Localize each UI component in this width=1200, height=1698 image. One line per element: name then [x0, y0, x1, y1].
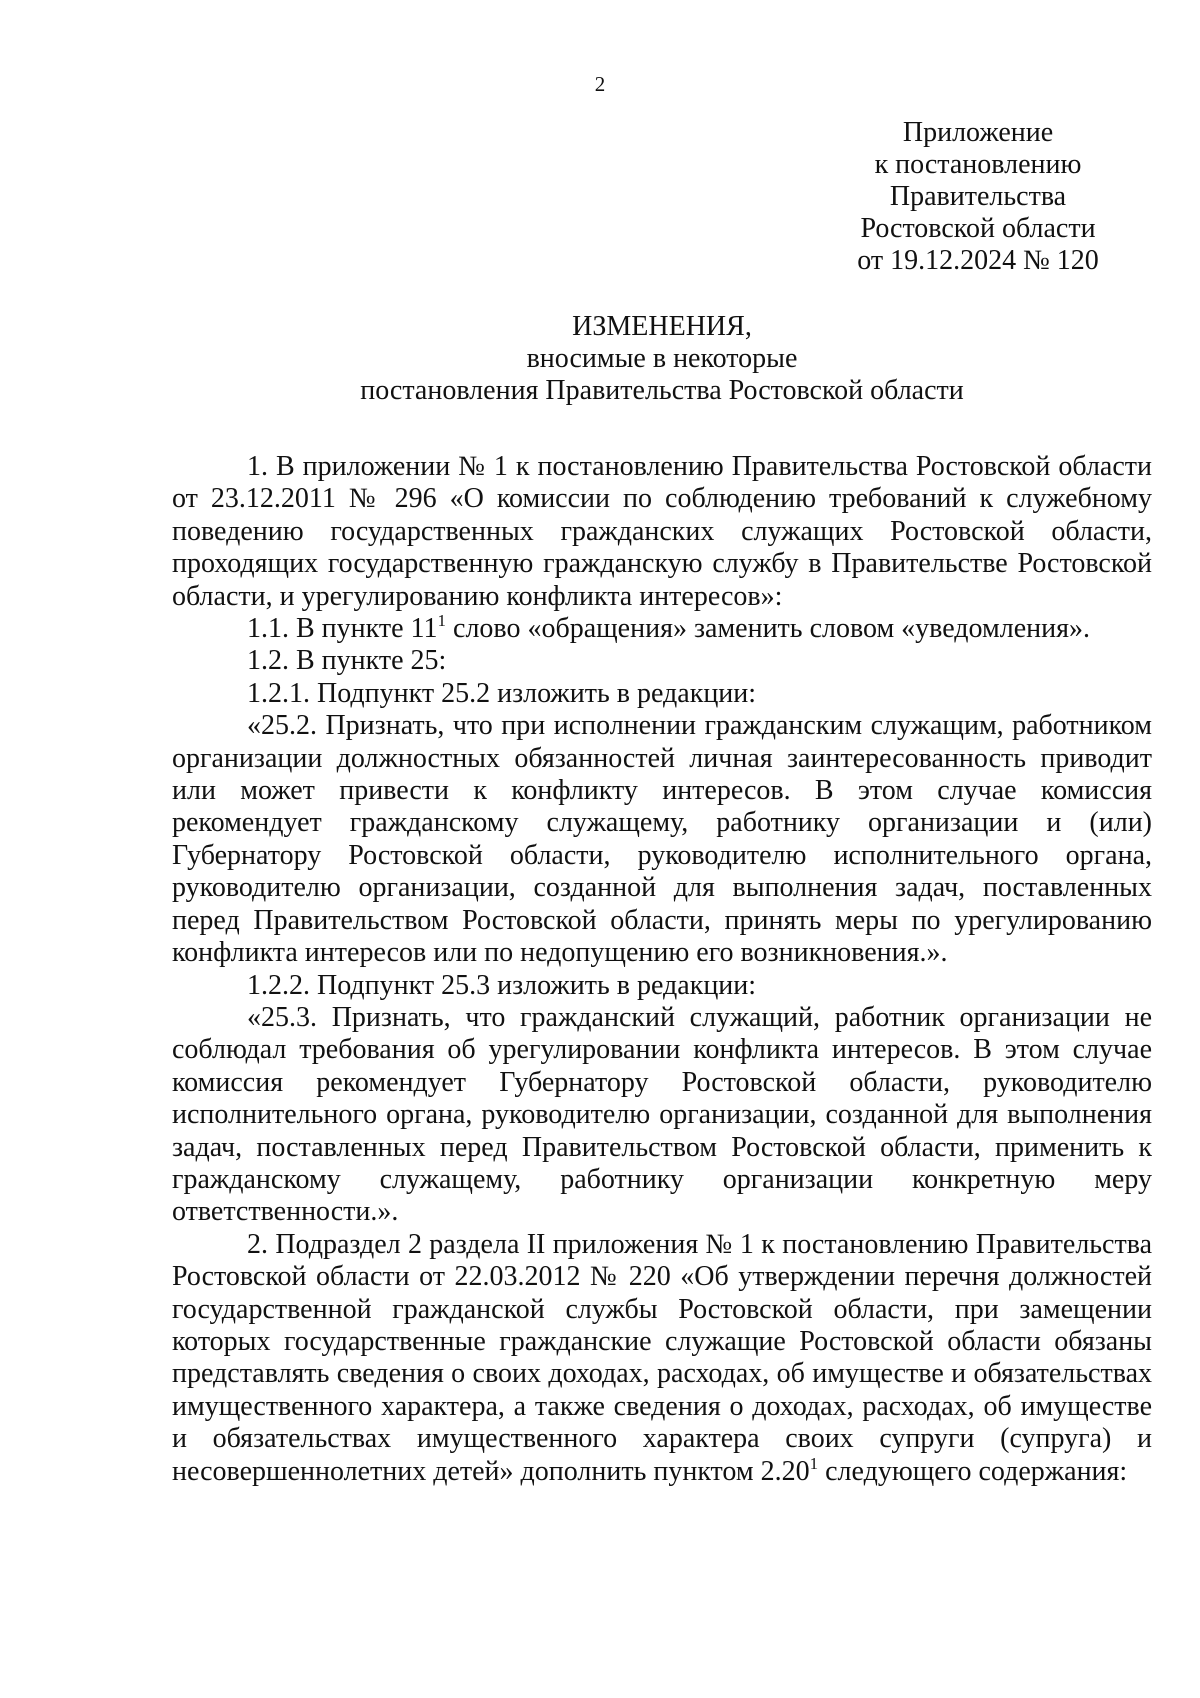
appendix-line: Приложение	[902, 117, 1054, 148]
paragraph-1-2-2: 1.2.2. Подпункт 25.3 изложить в редакции:	[247, 969, 757, 1001]
paragraph-text: 1.1. В пункте 11	[247, 613, 438, 645]
appendix-block	[848, 117, 1108, 277]
superscript: 1	[437, 611, 447, 631]
paragraph-1-2: 1.2. В пункте 25:	[247, 645, 447, 677]
title-heading: ИЗМЕНЕНИЯ,	[572, 311, 752, 342]
superscript: 1	[809, 1453, 819, 1473]
appendix-line: Ростовской области	[860, 213, 1096, 244]
page-number: 2	[594, 72, 606, 96]
paragraph-1-1	[172, 613, 1152, 645]
title-subtitle: вносимые в некоторые	[526, 343, 798, 374]
paragraph-1-2-1: 1.2.1. Подпункт 25.2 изложить в редакции:	[247, 677, 757, 709]
title-subtitle: постановления Правительства Ростовской области	[360, 375, 964, 406]
paragraph-1: 1. В приложении № 1 к постановлению Правительства Ростовской области от 23.12.2011 № 296 «О комиссии по соблюдению требований к служебному поведению государственных гражданских служащих Ростовской области, проходящих государственную гражданскую службу в Правительстве Ростовской области, и урегулированию конфликта интересов»:	[172, 451, 1152, 612]
paragraph-text: слово «обращения» заменить словом «уведомления».	[446, 613, 1090, 645]
paragraph-text: следующего содержания:	[818, 1455, 1128, 1487]
document-title	[172, 311, 1152, 407]
appendix-line: от 19.12.2024 № 120	[857, 245, 1099, 276]
paragraph-quote-25-3: «25.3. Признать, что гражданский служащий, работник организации не соблюдал требования об урегулировании конфликта интересов. В этом случае комиссия рекомендует Губернатору Ростовской области, руководителю исполнительного органа, руководителю организации, созданной для выполнения задач, поставленных перед Правительством Ростовской области, применить к гражданскому служащему, работнику организации конкретную меру ответственности.».	[172, 1001, 1152, 1228]
paragraph-text: 2. Подраздел 2 раздела II приложения № 1 к постановлению Правительства Ростовской области от 22.03.2012 № 220 «Об утверждении перечня должностей государственной гражданской службы Ростовской области, при замещении которых государственные гражданские служащие Ростовской области обязаны представлять сведения о своих доходах, расходах, об имуществе и обязательствах имущественного характера, а также сведения о доходах, расходах, об имуществе и обязательствах имущественного характера своих супруги (супруга) и несовершеннолетних детей» дополнить пунктом 2.20	[172, 1228, 1152, 1487]
document-body	[172, 451, 1152, 1488]
appendix-line: Правительства	[889, 181, 1067, 212]
paragraph-quote-25-2: «25.2. Признать, что при исполнении гражданским служащим, работником организации должностных обязанностей личная заинтересованность приводит или может привести к конфликту интересов. В этом случае комиссия рекомендует гражданскому служащему, работнику организации и (или) Губернатору Ростовской области, руководителю исполнительного органа, руководителю организации, созданной для выполнения задач, поставленных перед Правительством Ростовской области, принять меры по урегулированию конфликта интересов или по недопущению его возникновения.».	[172, 710, 1152, 969]
paragraph-2	[172, 1229, 1152, 1488]
appendix-line: к постановлению	[874, 149, 1082, 180]
